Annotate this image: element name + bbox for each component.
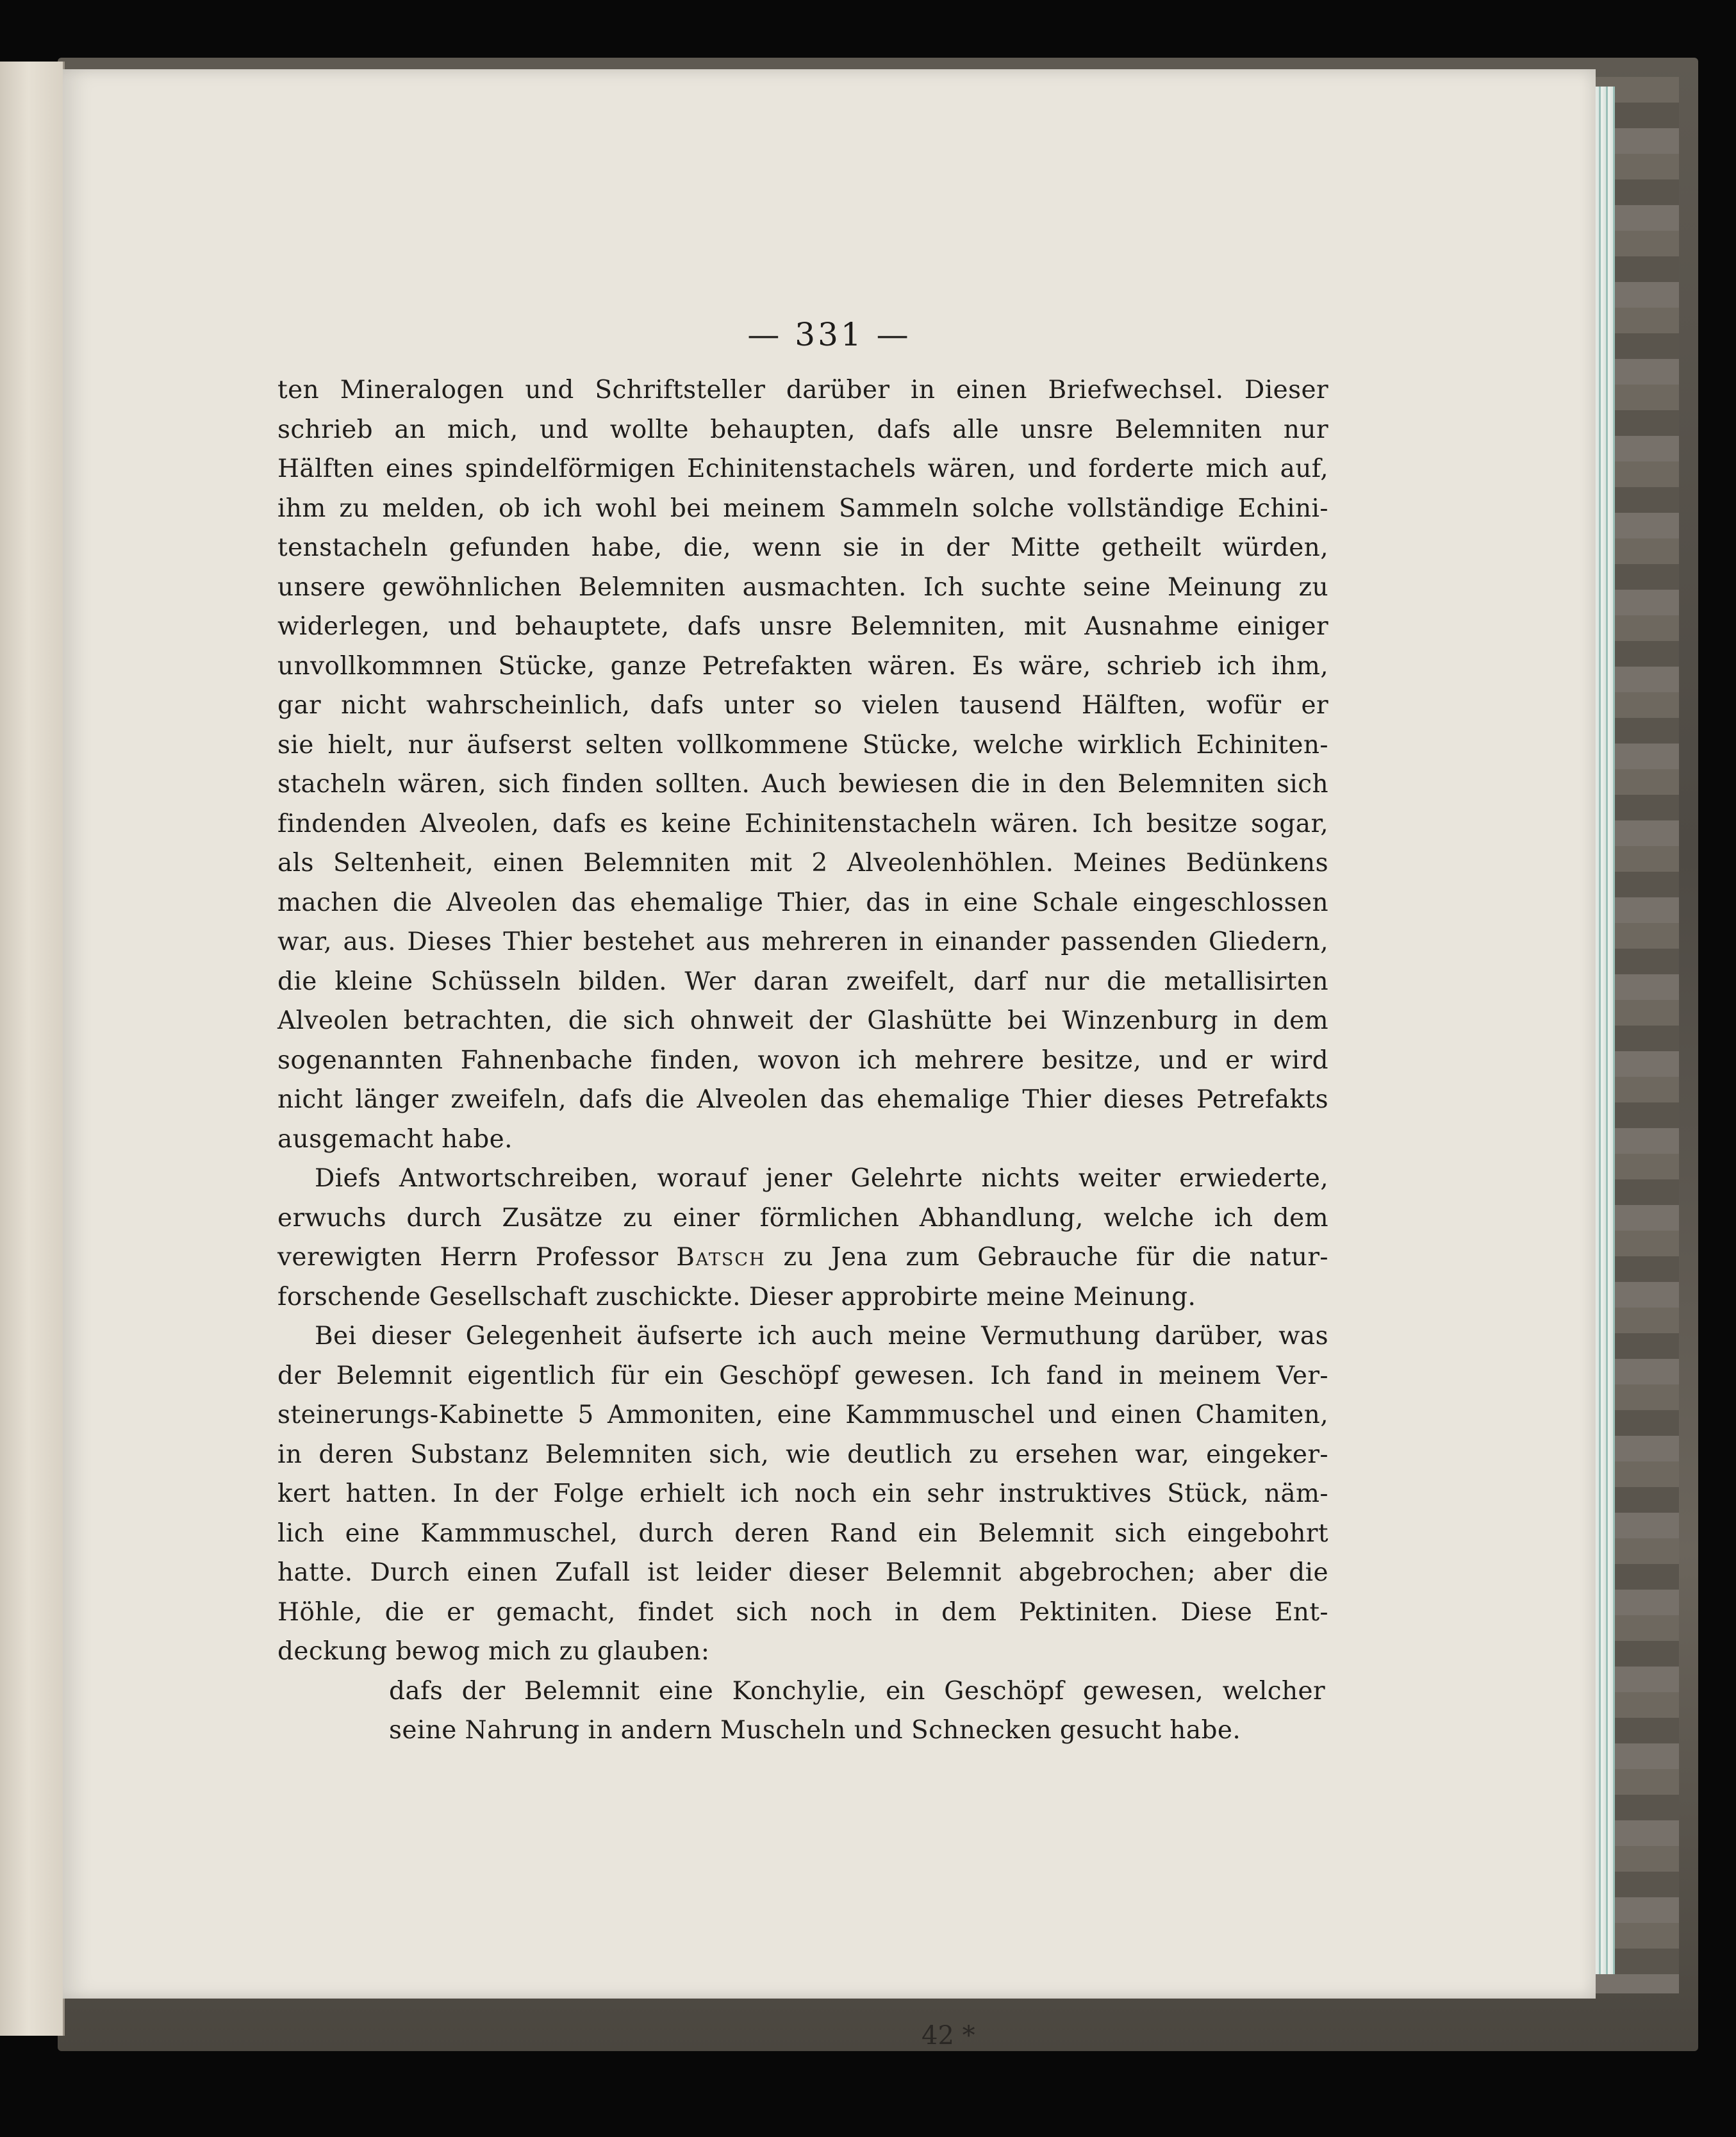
text-line: deckung bewog mich zu glauben:	[277, 1637, 710, 1666]
text-line: steinerungs-Kabinette 5 Ammoniten, eine Kammmuschel und einen Chamiten,	[277, 1401, 1328, 1429]
text-line: Höhle, die er gemacht, findet sich noch in dem Pektiniten. Diese Ent-	[277, 1597, 1328, 1627]
text-line: stacheln wären, sich finden sollten. Auch bewiesen die in den Belemniten sich	[277, 770, 1328, 799]
person-name: Batsch	[676, 1243, 766, 1272]
text-line: seine Nahrung in andern Muscheln und Schnecken gesucht habe.	[389, 1716, 1241, 1745]
text-line: als Seltenheit, einen Belemniten mit 2 Alveolenhöhlen. Meines Bedünkens	[277, 849, 1328, 877]
text-line: tenstacheln gefunden habe, die, wenn sie in der Mitte getheilt würden,	[277, 533, 1328, 562]
text-line: gar nicht wahrscheinlich, dafs unter so vielen tausend Hälften, wofür er	[277, 691, 1328, 720]
text-line: forschende Gesellschaft zuschickte. Dieser approbirte meine Meinung.	[277, 1282, 1196, 1311]
paragraph-1	[277, 370, 1328, 1159]
text-line: schrieb an mich, und wollte behaupten, dafs alle unsre Belemniten nur	[277, 415, 1328, 444]
text-fragment: zu Jena zum Gebrauche für die natur-	[765, 1243, 1328, 1272]
previous-page-edge	[0, 62, 65, 2036]
text-line: sie hielt, nur äufserst selten vollkommene Stücke, welche wirklich Echiniten-	[277, 730, 1328, 760]
text-line: sogenannten Fahnenbache finden, wovon ich mehrere besitze, und er wird	[277, 1045, 1328, 1075]
text-line: kert hatten. In der Folge erhielt ich noch ein sehr instruktives Stück, näm-	[277, 1479, 1328, 1508]
paragraph-3	[277, 1317, 1328, 1672]
block-quote	[277, 1672, 1328, 1750]
text-line: Alveolen betrachten, die sich ohnweit der Glashütte bei Winzenburg in dem	[277, 1006, 1328, 1035]
text-line: der Belemnit eigentlich für ein Geschöpf gewesen. Ich fand in meinem Ver-	[277, 1361, 1328, 1390]
signature-mark: 42 *	[922, 2021, 975, 2050]
text-line: widerlegen, und behauptete, dafs unsre Belemniten, mit Ausnahme einiger	[277, 612, 1328, 641]
text-line: erwuchs durch Zusätze zu einer förmlichen Abhandlung, welche ich dem	[277, 1203, 1328, 1233]
text-line: Diefs Antwortschreiben, worauf jener Gelehrte nichts weiter erwiederte,	[315, 1164, 1328, 1193]
text-line: war, aus. Dieses Thier bestehet aus mehreren in einander passenden Gliedern,	[277, 927, 1328, 956]
text-line: dafs der Belemnit eine Konchylie, ein Geschöpf gewesen, welcher	[389, 1676, 1325, 1706]
text-line: ten Mineralogen und Schriftsteller darüber in einen Briefwechsel. Dieser	[277, 376, 1328, 404]
page-body	[277, 370, 1328, 1750]
text-line: nicht länger zweifeln, dafs die Alveolen das ehemalige Thier dieses Petrefakts	[277, 1085, 1328, 1114]
text-line: unsere gewöhnlichen Belemniten ausmachten. Ich suchte seine Meinung zu	[277, 572, 1328, 602]
text-line: ihm zu melden, ob ich wohl bei meinem Sammeln solche vollständige Echini-	[277, 494, 1328, 523]
text-line: machen die Alveolen das ehemalige Thier, das in eine Schale eingeschlossen	[277, 888, 1328, 917]
text-fragment: verewigten Herrn Professor	[277, 1243, 677, 1272]
text-line: lich eine Kammmuschel, durch deren Rand ein Belemnit sich eingebohrt	[277, 1518, 1328, 1548]
page-number: — 331 —	[747, 316, 911, 353]
text-line: Hälften eines spindelförmigen Echinitenstachels wären, und forderte mich auf,	[277, 454, 1328, 483]
text-line	[277, 1238, 1328, 1277]
text-line: Bei dieser Gelegenheit äufserte ich auch meine Vermuthung darüber, was	[315, 1322, 1328, 1351]
text-line: findenden Alveolen, dafs es keine Echinitenstacheln wären. Ich besitze sogar,	[277, 809, 1328, 838]
text-line: ausgemacht habe.	[277, 1124, 513, 1154]
paragraph-2	[277, 1159, 1328, 1317]
text-line: in deren Substanz Belemniten sich, wie deutlich zu ersehen war, eingeker-	[277, 1440, 1328, 1469]
book-page	[63, 69, 1596, 2050]
text-line: die kleine Schüsseln bilden. Wer daran zweifelt, darf nur die metallisirten	[277, 967, 1328, 996]
text-line: hatte. Durch einen Zufall ist leider dieser Belemnit abgebrochen; aber die	[277, 1558, 1328, 1587]
text-line: unvollkommnen Stücke, ganze Petrefakten wären. Es wäre, schrieb ich ihm,	[277, 651, 1328, 681]
